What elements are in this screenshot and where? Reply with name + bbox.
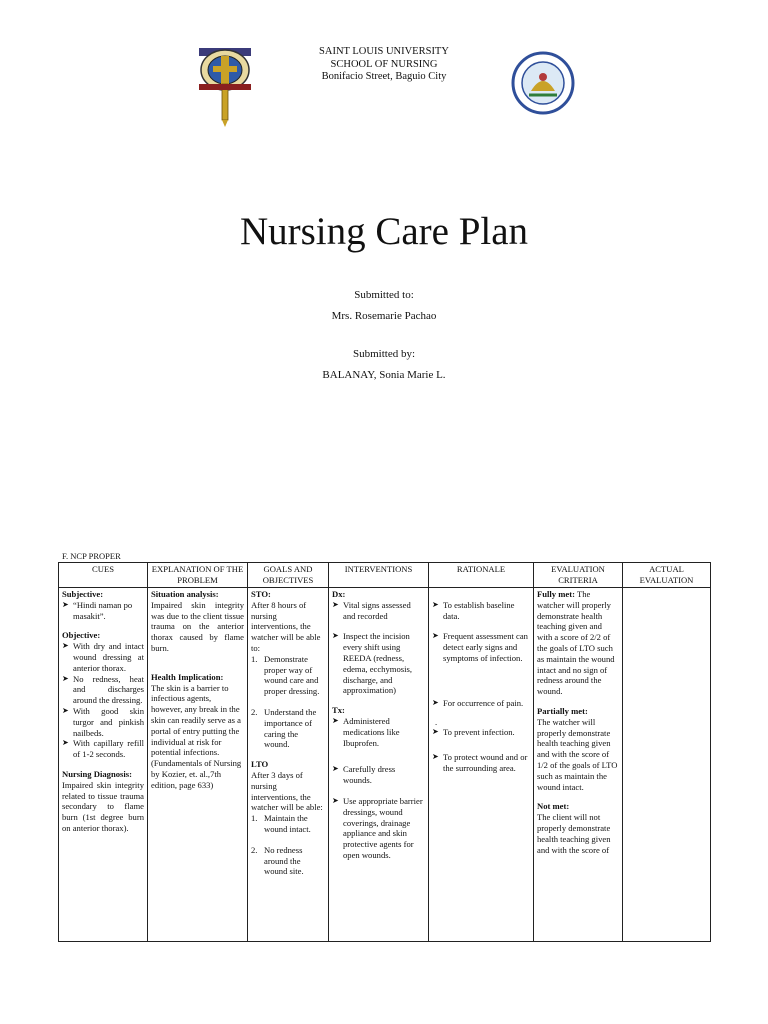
sto-label: STO:	[251, 589, 271, 599]
lto-label: LTO	[251, 759, 269, 770]
subjective-item: ➤ “Hindi naman po masakit”.	[62, 600, 144, 622]
lto-item-number: 2.	[251, 844, 258, 855]
diagnosis-text: Impaired skin integrity related to tissue trauma secondary to flame burn (1st degree burn on anterior thorax).	[62, 779, 144, 833]
actual-evaluation-cell	[623, 588, 711, 942]
not-met-label: Not met:	[537, 801, 570, 812]
objective-label: Objective:	[62, 630, 101, 641]
diagnosis-label: Nursing Diagnosis:	[62, 768, 132, 779]
sto-intro: After 8 hours of nursing interventions, the watcher will be able to:	[251, 599, 321, 653]
interventions-cell	[329, 588, 429, 942]
fully-met-label: Fully met:	[537, 589, 575, 599]
situation-text: Impaired skin integrity was due to the client tissue trauma on the anterior thorax caused by flame burn.	[151, 599, 244, 653]
lto-item-text: No redness around the wound site.	[264, 844, 304, 877]
submitted-by-name: BALANAY, Sonia Marie L.	[322, 369, 446, 381]
tx-item: ➤ Carefully dress wounds.	[332, 764, 425, 786]
school-name: SCHOOL OF NURSING	[330, 58, 438, 70]
header-evaluation-criteria: EVALUATION CRITERIA	[534, 563, 623, 588]
rationale-item: ➤ For occurrence of pain.	[432, 698, 530, 709]
objective-item: ➤ With good skin turgor and pinkish nailbeds.	[62, 706, 144, 738]
rationale-item: ➤ To establish baseline data.	[432, 600, 530, 622]
explanation-cell	[148, 588, 248, 942]
rationale-item: ➤ Frequent assessment can detect early signs and symptoms of infection.	[432, 631, 530, 663]
objective-item: ➤ With capillary refill of 1-2 seconds.	[62, 738, 144, 760]
header-explanation: EXPLANATION OF THE PROBLEM	[148, 563, 248, 588]
partially-met-text: The watcher will properly demonstrate health teaching given and with the score of 1/2 of the goals of LTO such as maintain the wound intact.	[537, 716, 618, 792]
goals-cell	[248, 588, 329, 942]
header-rationale: RATIONALE	[429, 563, 534, 588]
header-interventions: INTERVENTIONS	[329, 563, 429, 588]
school-address: Bonifacio Street, Baguio City	[321, 71, 447, 82]
tx-item: ➤ Use appropriate barrier dressings, wound coverings, drainage appliance and skin protective agents for open wounds.	[332, 796, 425, 861]
rationale-item: ➤ To protect wound and or the surrounding area.	[432, 752, 530, 774]
lto-intro: After 3 days of nursing interventions, the watcher will be able:	[251, 769, 323, 813]
lto-item-text: Maintain the wound intact.	[264, 813, 311, 834]
subjective-label: Subjective:	[62, 589, 104, 599]
fully-met-text: The watcher will properly demonstrate health teaching given and with a score of 2/2 of the goals of LTO such as maintain the wound intact and no sign of redness around the wound.	[537, 589, 615, 697]
sto-item	[251, 707, 325, 750]
dx-label: Dx:	[332, 589, 346, 599]
objective-item: ➤ No redness, heat and discharges around the dressing.	[62, 674, 144, 706]
table-header-row	[59, 563, 711, 588]
lto-item	[251, 845, 325, 877]
section-label: F. NCP PROPER	[62, 551, 121, 561]
not-met-text: The client will not properly demonstrate health teaching given and with the score of	[537, 812, 611, 855]
dx-item: ➤ Inspect the incision every shift using REEDA (redness, edema, ecchymosis, discharge, and approximation)	[332, 631, 425, 696]
tx-item: ➤ Administered medications like Ibuprofen.	[332, 716, 425, 748]
lto-item-number: 1.	[251, 813, 258, 824]
sto-item-text: Demonstrate proper way of wound care and proper dressing.	[264, 653, 320, 697]
sto-item	[251, 654, 325, 697]
page-title: Nursing Care Plan	[239, 210, 529, 253]
ncp-table	[58, 562, 711, 942]
document-header	[0, 46, 768, 84]
rationale-cell	[429, 588, 534, 942]
rationale-item: ➤ To prevent infection.	[432, 727, 530, 738]
lto-item	[251, 813, 325, 835]
sto-item-number: 2.	[251, 706, 258, 717]
header-goals: GOALS AND OBJECTIVES	[248, 563, 329, 588]
stray-mark: .	[435, 716, 438, 727]
situation-label: Situation analysis:	[151, 589, 219, 599]
objective-item: ➤ With dry and intact wound dressing at anterior thorax.	[62, 641, 144, 673]
sto-item-number: 1.	[251, 653, 258, 664]
submitted-to-name: Mrs. Rosemarie Pachao	[331, 310, 437, 322]
cues-cell	[59, 588, 148, 942]
health-implication-label: Health Implication:	[151, 671, 224, 682]
sto-item-text: Understand the importance of caring the wound.	[264, 706, 317, 750]
dx-item: ➤ Vital signs assessed and recorded	[332, 600, 425, 622]
header-cues: CUES	[59, 563, 148, 588]
partially-met-label: Partially met:	[537, 705, 588, 716]
tx-label: Tx:	[332, 705, 345, 716]
submitted-to-label: Submitted to:	[354, 289, 414, 301]
header-actual-evaluation: ACTUAL EVALUATION	[623, 563, 711, 588]
table-row	[59, 588, 711, 942]
university-name: SAINT LOUIS UNIVERSITY	[319, 46, 449, 57]
health-implication-text: The skin is a barrier to infectious agents, however, any break in the skin can readily serve as a portal of entry putting the individual at risk for potential infections. (Fundamentals of Nursing by Kozier, et. al.,7th edition, page 633)	[151, 682, 242, 790]
submitted-by-label: Submitted by:	[352, 348, 416, 360]
evaluation-criteria-cell	[534, 588, 623, 942]
